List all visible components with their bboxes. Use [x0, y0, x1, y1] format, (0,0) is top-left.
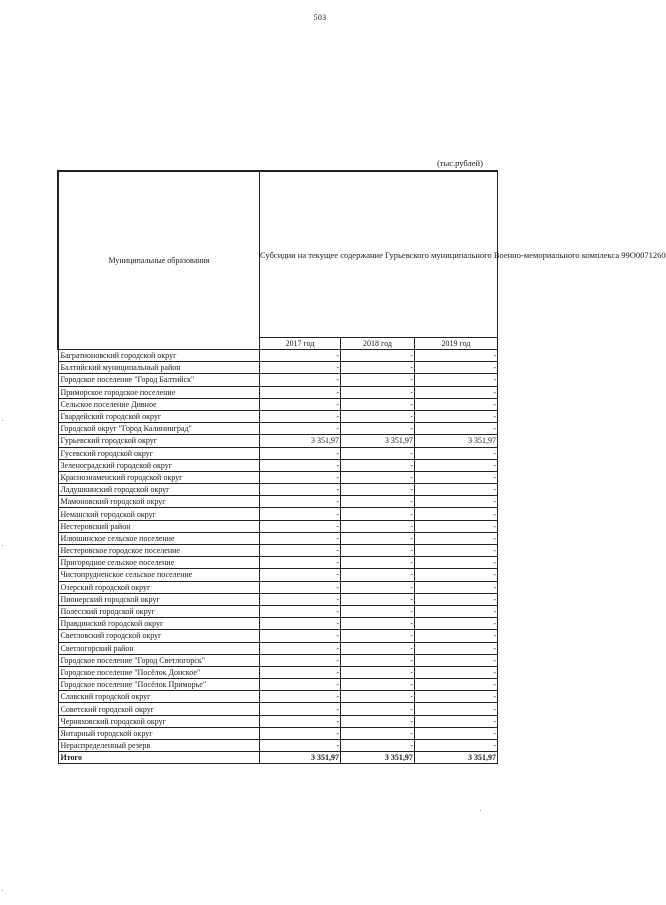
value-2017: - [260, 557, 341, 569]
municipality-name: Светловский городской округ [58, 630, 260, 642]
value-2017: - [260, 508, 341, 520]
value-2017: - [260, 520, 341, 532]
unit-label: (тыс.рублей) [437, 158, 483, 168]
scan-mark [480, 810, 481, 811]
value-2019: - [414, 557, 497, 569]
value-2019: - [414, 654, 497, 666]
table-row [58, 471, 498, 483]
value-2018: - [341, 703, 415, 715]
value-2019: - [414, 398, 497, 410]
municipality-name: Полесский городской округ [58, 605, 260, 617]
header-municipalities: Муниципальные образования [58, 171, 260, 350]
value-2019: - [414, 508, 497, 520]
value-2017: - [260, 581, 341, 593]
table-row [58, 740, 498, 752]
value-2019: - [414, 545, 497, 557]
value-2018: - [341, 532, 415, 544]
table-row [58, 423, 498, 435]
municipality-name: Багратионовский городской округ [58, 350, 260, 362]
table-row [58, 410, 498, 422]
value-2018: - [341, 569, 415, 581]
value-2018: - [341, 545, 415, 557]
value-2017: - [260, 569, 341, 581]
table-row [58, 532, 498, 544]
value-2019: - [414, 520, 497, 532]
table-row [58, 362, 498, 374]
value-2017: - [260, 679, 341, 691]
value-2018: - [341, 484, 415, 496]
value-2018: - [341, 605, 415, 617]
value-2017: - [260, 545, 341, 557]
municipality-name: Гусевский городской округ [58, 447, 260, 459]
municipality-name: Городское поселение "Город Светлогорск" [58, 654, 260, 666]
value-2019: - [414, 496, 497, 508]
value-2018: - [341, 581, 415, 593]
value-2018: - [341, 593, 415, 605]
header-year-2018: 2018 год [341, 338, 415, 350]
value-2017: - [260, 386, 341, 398]
municipality-name: Нераспределенный резерв [58, 740, 260, 752]
table-row [58, 630, 498, 642]
value-2019: - [414, 569, 497, 581]
value-2018: - [341, 618, 415, 630]
total-row [58, 752, 498, 764]
value-2017: - [260, 350, 341, 362]
table-row [58, 557, 498, 569]
table-row [58, 593, 498, 605]
table-row [58, 398, 498, 410]
value-2018: - [341, 691, 415, 703]
value-2019: - [414, 703, 497, 715]
value-2019: - [414, 362, 497, 374]
table-row [58, 618, 498, 630]
value-2019: - [414, 447, 497, 459]
value-2017: - [260, 618, 341, 630]
value-2017: - [260, 666, 341, 678]
value-2019: - [414, 386, 497, 398]
value-2019: - [414, 374, 497, 386]
value-2018: - [341, 740, 415, 752]
municipality-name: Краснознаменский городской округ [58, 471, 260, 483]
municipality-name: Янтарный городской округ [58, 727, 260, 739]
value-2019: - [414, 666, 497, 678]
total-2017: 3 351,97 [260, 752, 341, 764]
value-2018: - [341, 423, 415, 435]
total-2019: 3 351,97 [414, 752, 497, 764]
municipality-name: Пионерский городской округ [58, 593, 260, 605]
scan-mark [2, 420, 3, 421]
value-2017: - [260, 496, 341, 508]
value-2018: - [341, 398, 415, 410]
value-2018: - [341, 386, 415, 398]
value-2018: - [341, 642, 415, 654]
table-row [58, 386, 498, 398]
value-2018: - [341, 447, 415, 459]
value-2018: - [341, 557, 415, 569]
municipality-name: Сельское поселение Дивное [58, 398, 260, 410]
table-row [58, 605, 498, 617]
value-2017: - [260, 593, 341, 605]
value-2017: - [260, 727, 341, 739]
value-2017: - [260, 459, 341, 471]
value-2018: - [341, 666, 415, 678]
value-2019: - [414, 642, 497, 654]
value-2018: - [341, 715, 415, 727]
municipality-name: Нестеровский район [58, 520, 260, 532]
value-2017: - [260, 447, 341, 459]
page-number: 503 [313, 13, 327, 22]
table-row [58, 569, 498, 581]
municipality-name: Городское поселение "Посёлок Приморье" [58, 679, 260, 691]
value-2018: - [341, 362, 415, 374]
value-2018: - [341, 630, 415, 642]
value-2017: - [260, 362, 341, 374]
table-row [58, 508, 498, 520]
table-row [58, 654, 498, 666]
value-2017: - [260, 715, 341, 727]
value-2019: - [414, 740, 497, 752]
table-row [58, 350, 498, 362]
value-2019: - [414, 410, 497, 422]
value-2017: - [260, 630, 341, 642]
municipality-name: Славский городской округ [58, 691, 260, 703]
value-2018: - [341, 508, 415, 520]
municipality-name: Светлогорский район [58, 642, 260, 654]
table-row [58, 447, 498, 459]
value-2019: - [414, 471, 497, 483]
municipality-name: Мамоновский городской округ [58, 496, 260, 508]
table-row [58, 374, 498, 386]
value-2017: - [260, 654, 341, 666]
value-2018: - [341, 459, 415, 471]
value-2019: - [414, 532, 497, 544]
value-2018: - [341, 374, 415, 386]
table-row [58, 642, 498, 654]
value-2019: - [414, 423, 497, 435]
value-2017: - [260, 642, 341, 654]
value-2019: - [414, 350, 497, 362]
value-2019: - [414, 715, 497, 727]
table-body [58, 350, 498, 752]
value-2019: - [414, 691, 497, 703]
table-row [58, 703, 498, 715]
value-2017: - [260, 740, 341, 752]
value-2018: - [341, 496, 415, 508]
municipality-name: Ладушкинский городской округ [58, 484, 260, 496]
table-row [58, 691, 498, 703]
table-row [58, 545, 498, 557]
municipality-name: Илюшинское сельское поселение [58, 532, 260, 544]
municipality-name: Правдинский городской округ [58, 618, 260, 630]
municipality-name: Озерский городской округ [58, 581, 260, 593]
municipality-name: Гвардейский городской округ [58, 410, 260, 422]
table-row [58, 496, 498, 508]
value-2017: - [260, 410, 341, 422]
value-2019: - [414, 581, 497, 593]
header-subsidy: Субсидии на текущее содержание Гурьевского муниципального Военно-мемориального комплекса 99О0071260 [260, 171, 498, 338]
value-2017: - [260, 471, 341, 483]
value-2017: - [260, 605, 341, 617]
value-2018: - [341, 471, 415, 483]
value-2019: - [414, 679, 497, 691]
value-2018: - [341, 654, 415, 666]
value-2018: - [341, 410, 415, 422]
municipality-name: Чистопрудненское сельское поселение [58, 569, 260, 581]
value-2018: - [341, 679, 415, 691]
value-2019: 3 351,97 [414, 435, 497, 447]
table-row [58, 459, 498, 471]
value-2019: - [414, 593, 497, 605]
table-row [58, 520, 498, 532]
table-row [58, 727, 498, 739]
table-row [58, 435, 498, 447]
municipality-name: Городской округ "Город Калининград" [58, 423, 260, 435]
total-2018: 3 351,97 [341, 752, 415, 764]
table-row [58, 666, 498, 678]
value-2018: 3 351,97 [341, 435, 415, 447]
value-2017: - [260, 532, 341, 544]
value-2019: - [414, 618, 497, 630]
value-2018: - [341, 350, 415, 362]
value-2017: - [260, 484, 341, 496]
value-2017: - [260, 398, 341, 410]
value-2017: - [260, 703, 341, 715]
total-label: Итого [58, 752, 260, 764]
value-2017: - [260, 374, 341, 386]
table-row [58, 679, 498, 691]
table-row [58, 581, 498, 593]
value-2019: - [414, 727, 497, 739]
table-row [58, 715, 498, 727]
municipality-name: Пригородное сельское поселение [58, 557, 260, 569]
municipality-name: Советский городской округ [58, 703, 260, 715]
table-row [58, 484, 498, 496]
value-2017: 3 351,97 [260, 435, 341, 447]
value-2019: - [414, 459, 497, 471]
header-year-2019: 2019 год [414, 338, 497, 350]
subsidy-table [57, 170, 666, 764]
municipality-name: Неманский городской округ [58, 508, 260, 520]
scan-mark [2, 890, 3, 891]
municipality-name: Черняховский городской округ [58, 715, 260, 727]
value-2019: - [414, 605, 497, 617]
municipality-name: Нестеровское городское поселение [58, 545, 260, 557]
value-2019: - [414, 630, 497, 642]
municipality-name: Приморское городское поселение [58, 386, 260, 398]
value-2018: - [341, 520, 415, 532]
value-2019: - [414, 484, 497, 496]
municipality-name: Гурьевский городской округ [58, 435, 260, 447]
scan-mark [2, 545, 3, 546]
value-2017: - [260, 423, 341, 435]
header-year-2017: 2017 год [260, 338, 341, 350]
value-2018: - [341, 727, 415, 739]
value-2017: - [260, 691, 341, 703]
municipality-name: Зеленоградский городской округ [58, 459, 260, 471]
municipality-name: Городское поселение "Город Балтийск" [58, 374, 260, 386]
municipality-name: Балтийский муниципальный район [58, 362, 260, 374]
municipality-name: Городское поселение "Посёлок Донское" [58, 666, 260, 678]
